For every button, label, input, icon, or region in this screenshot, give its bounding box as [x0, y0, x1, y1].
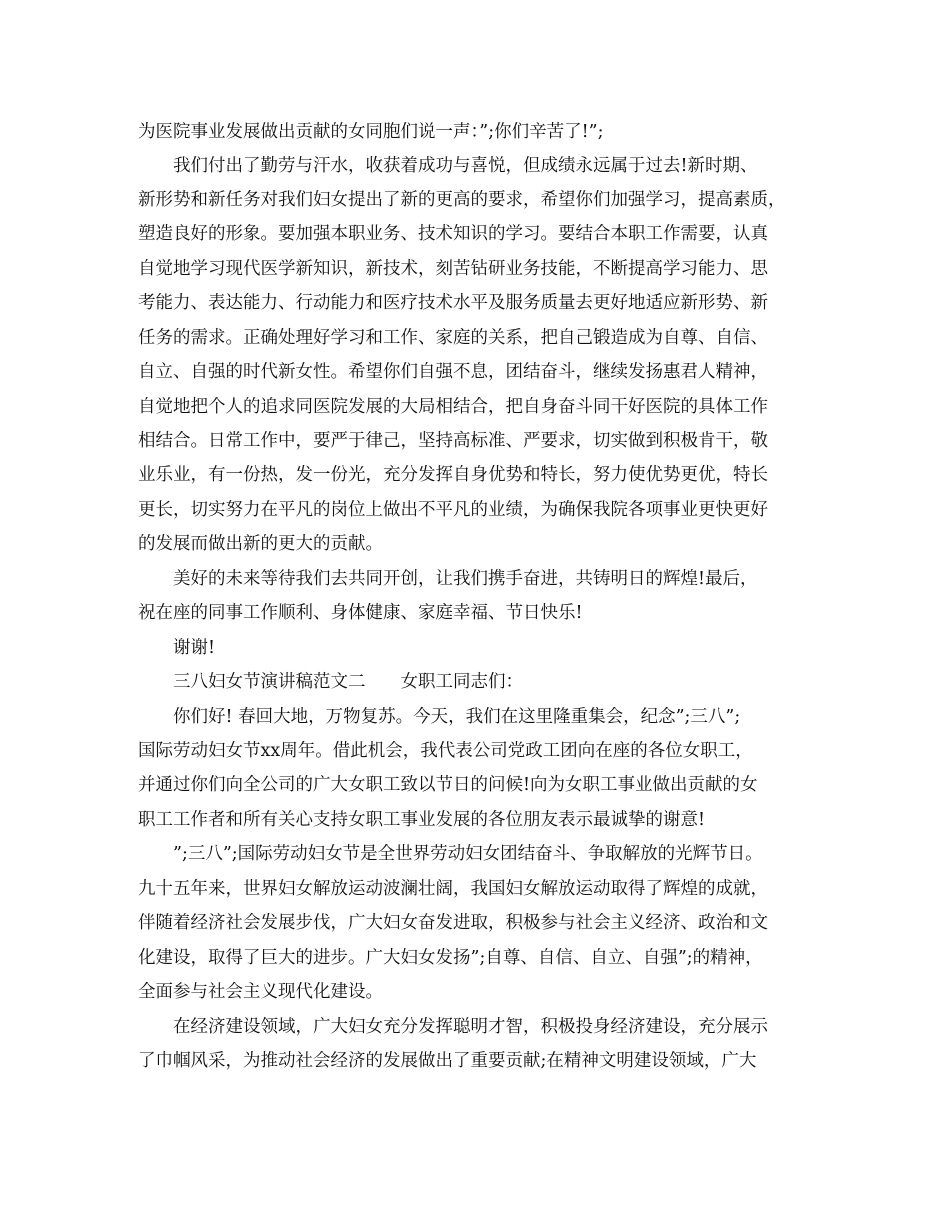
text-line: 职工工作者和所有关心支持女职工事业发展的各位朋友表示最诚挚的谢意! [138, 810, 706, 830]
text-line: 考能力、表达能力、行动能力和医疗技术水平及服务质量去更好地适应新形势、新 [138, 293, 768, 313]
text-line: 的发展而做出新的更大的贡献。 [138, 534, 383, 554]
text-line: 化建设，取得了巨大的进步。广大妇女发扬”;自尊、自信、自立、自强”;的精神， [138, 948, 763, 968]
text-line: 自立、自强的时代新女性。希望你们自强不息，团结奋斗，继续发扬惠君人精神， [138, 362, 768, 382]
text-line: 美好的未来等待我们去共同开创，让我们携手奋进，共铸明日的辉煌!最后， [138, 569, 758, 589]
text-line: 相结合。日常工作中，要严于律己，坚持高标准、严要求，切实做到积极肯干，敬 [138, 431, 768, 451]
text-line: 并通过你们向全公司的广大女职工致以节日的问候!向为女职工事业做出贡献的女 [138, 775, 758, 795]
text-line: 任务的需求。正确处理好学习和工作、家庭的关系，把自己锻造成为自尊、自信、 [138, 328, 768, 348]
text-line: 新形势和新任务对我们妇女提出了新的更高的要求，希望你们加强学习，提高素质， [138, 190, 786, 210]
text-line: 自觉地把个人的追求同医院发展的大局相结合，把自身奋斗同干好医院的具体工作 [138, 397, 768, 417]
text-line: 业乐业，有一份热，发一份光，充分发挥自身优势和特长，努力使优势更优，特长 [138, 465, 768, 485]
text-line: 全面参与社会主义现代化建设。 [138, 982, 383, 1002]
text-line: 九十五年来，世界妇女解放运动波澜壮阔，我国妇女解放运动取得了辉煌的成就， [138, 879, 768, 899]
text-line: 国际劳动妇女节xx周年。借此机会，我代表公司党政工团向在座的各位女职工， [138, 741, 753, 761]
text-line: 了巾帼风采，为推动社会经济的发展做出了重要贡献;在精神文明建设领域，广大 [138, 1051, 757, 1071]
text-line: 伴随着经济社会发展步伐，广大妇女奋发进取，积极参与社会主义经济、政治和文 [138, 913, 768, 933]
text-line: 更长，切实努力在平凡的岗位上做出不平凡的业绩，为确保我院各项事业更快更好 [138, 500, 768, 520]
text-line: 塑造良好的形象。要加强本职业务、技术知识的学习。要结合本职工作需要，认真 [138, 224, 768, 244]
text-line: 自觉地学习现代医学新知识，新技术，刻苦钻研业务技能，不断提高学习能力、思 [138, 259, 768, 279]
text-line: 谢谢! [138, 638, 216, 658]
text-line: 祝在座的同事工作顺利、身体健康、家庭幸福、节日快乐! [138, 603, 583, 623]
text-line: 为医院事业发展做出贡献的女同胞们说一声：”;你们辛苦了!”; [138, 122, 604, 142]
section-heading: 三八妇女节演讲稿范文二 女职工同志们： [138, 672, 523, 692]
text-line: 你们好! 春回大地，万物复苏。今天，我们在这里隆重集会，纪念”;三八”; [138, 707, 741, 727]
text-line: ”;三八”;国际劳动妇女节是全世界劳动妇女团结奋斗、争取解放的光辉节日。 [138, 844, 763, 864]
text-line: 在经济建设领域，广大妇女充分发挥聪明才智，积极投身经济建设，充分展示 [138, 1017, 768, 1037]
text-line: 我们付出了勤劳与汗水，收获着成功与喜悦，但成绩永远属于过去!新时期、 [138, 156, 758, 176]
